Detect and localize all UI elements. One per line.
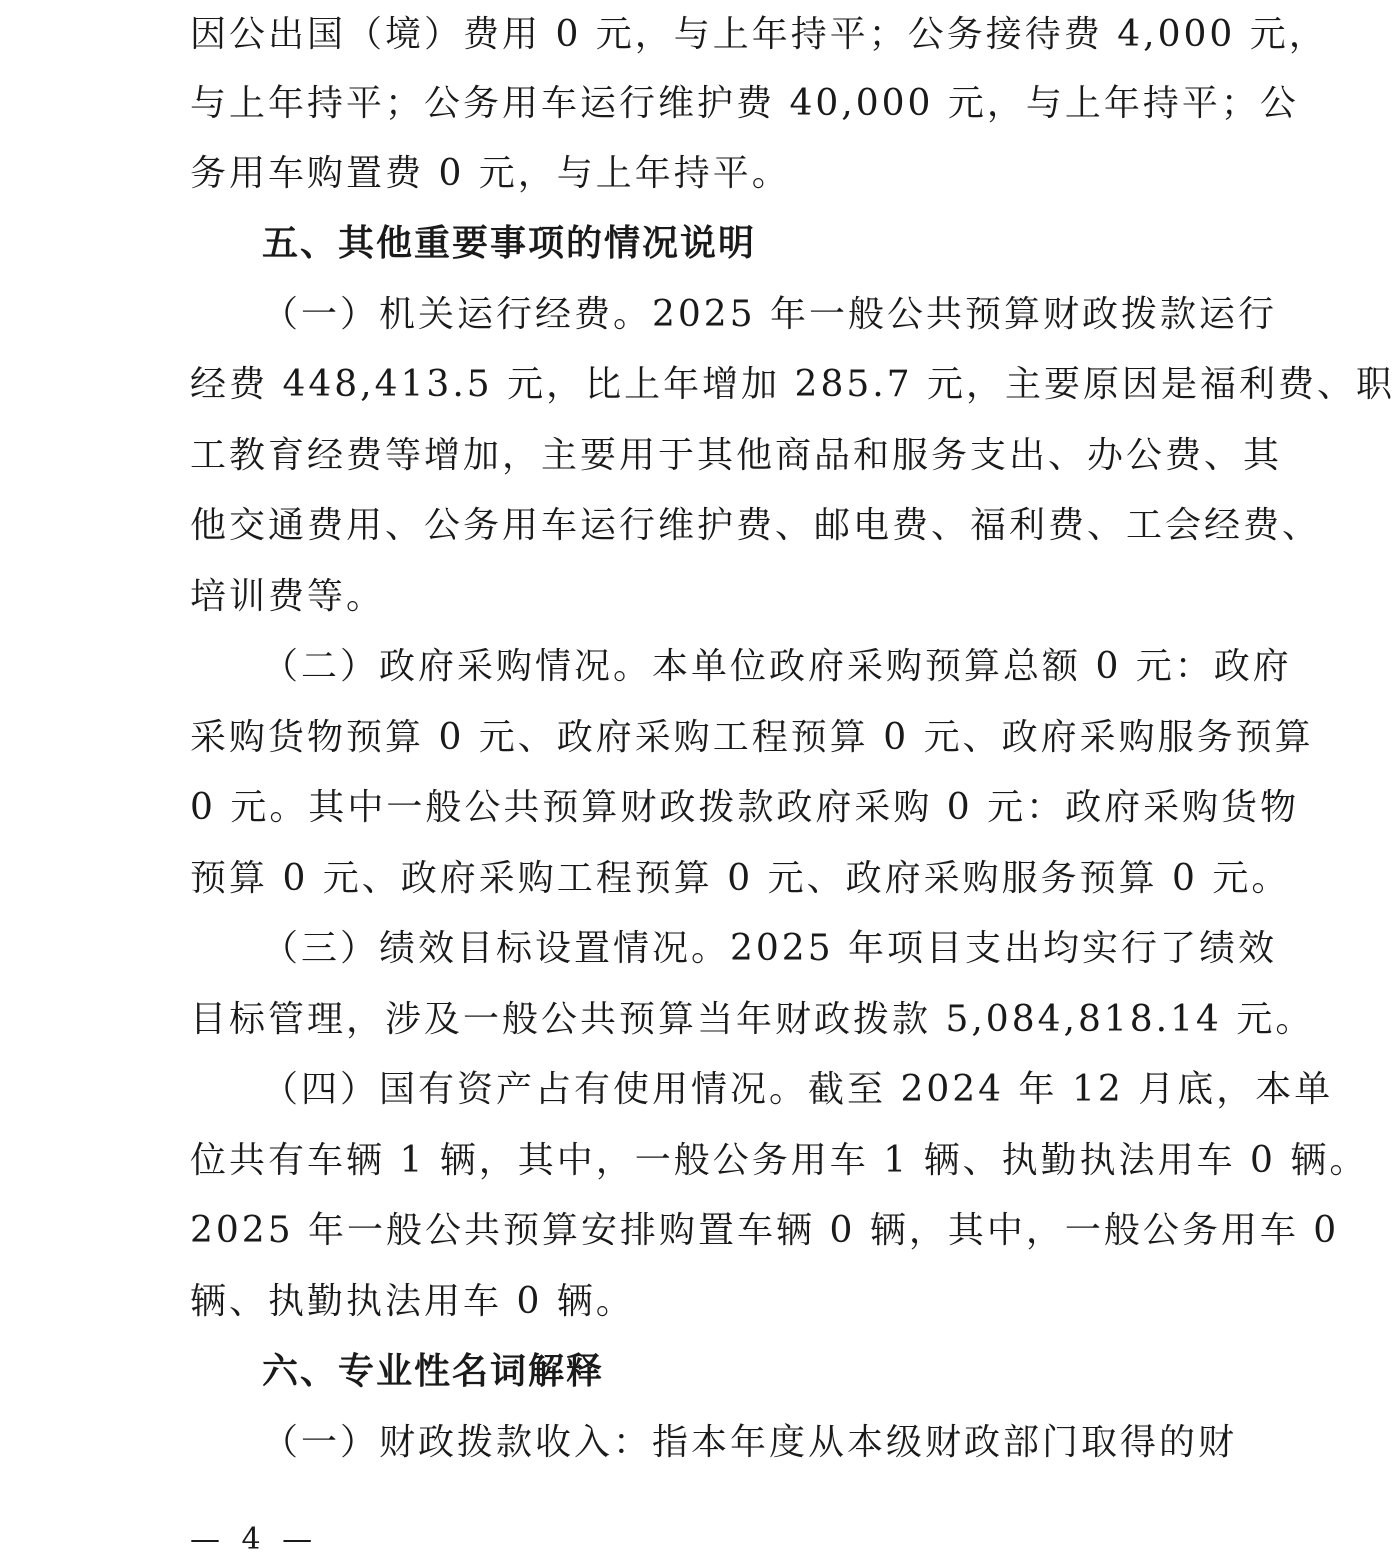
text-line: 目标管理，涉及一般公共预算当年财政拨款 5,084,818.14 元。: [190, 999, 1315, 1040]
text-line: 辆、执勤执法用车 0 辆。: [190, 1281, 635, 1322]
section-heading: 五、其他重要事项的情况说明: [262, 223, 757, 264]
text-line: 工教育经费等增加，主要用于其他商品和服务支出、办公费、其: [190, 435, 1283, 476]
text-line: 经费 448,413.5 元，比上年增加 285.7 元，主要原因是福利费、职: [190, 364, 1396, 405]
text-line: 务用车购置费 0 元，与上年持平。: [190, 153, 791, 194]
text-line: （三）绩效目标设置情况。2025 年项目支出均实行了绩效: [262, 928, 1278, 969]
text-line: （二）政府采购情况。本单位政府采购预算总额 0 元：政府: [262, 646, 1292, 687]
text-line: 2025 年一般公共预算安排购置车辆 0 辆，其中，一般公务用车 0: [190, 1210, 1340, 1251]
text-line: 他交通费用、公务用车运行维护费、邮电费、福利费、工会经费、: [190, 505, 1322, 546]
text-line: 预算 0 元、政府采购工程预算 0 元、政府采购服务预算 0 元。: [190, 858, 1291, 899]
text-line: 因公出国（境）费用 0 元，与上年持平；公务接待费 4,000 元，: [190, 14, 1328, 55]
text-line: 培训费等。: [190, 576, 386, 617]
text-line: 位共有车辆 1 辆，其中，一般公务用车 1 辆、执勤执法用车 0 辆。: [190, 1140, 1369, 1181]
page-number: — 4 —: [190, 1522, 319, 1557]
text-line: 采购货物预算 0 元、政府采购工程预算 0 元、政府采购服务预算: [190, 717, 1314, 758]
text-line: （一）机关运行经费。2025 年一般公共预算财政拨款运行: [262, 294, 1278, 335]
text-line: （一）财政拨款收入：指本年度从本级财政部门取得的财: [262, 1422, 1238, 1463]
section-heading: 六、专业性名词解释: [262, 1351, 605, 1392]
text-line: 与上年持平；公务用车运行维护费 40,000 元，与上年持平；公: [190, 83, 1299, 124]
text-line: （四）国有资产占有使用情况。截至 2024 年 12 月底，本单: [262, 1069, 1334, 1110]
text-line: 0 元。其中一般公共预算财政拨款政府采购 0 元：政府采购货物: [190, 787, 1300, 828]
